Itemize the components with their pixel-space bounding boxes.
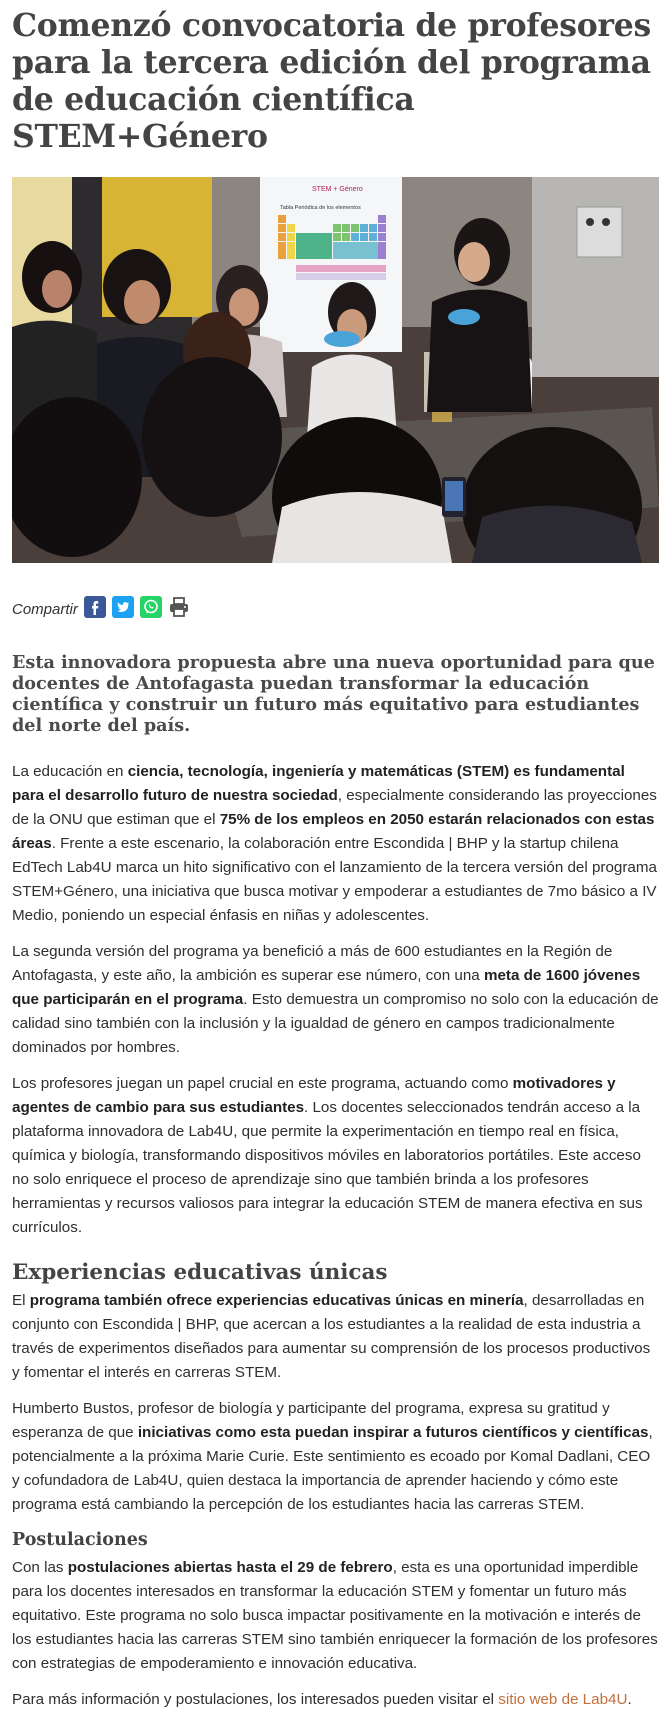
hero-photo-illustration	[12, 177, 659, 563]
paragraph: El programa también ofrece experiencias educativas únicas en minería, desarrolladas en conjunto con Escondida | BHP, que acercan a los estudiantes a la realidad de esta industria a través de experimentos diseñados para aumentar su comprensión de los procesos productivos y fomentar el interés en carreras STEM.	[12, 1292, 651, 1381]
article-lead: Esta innovadora propuesta abre una nueva oportunidad para que docentes de Antofagasta puedan transformar la educación científica y construir un futuro más equitativo para estudiantes del norte del país.	[12, 652, 655, 736]
subsection-heading: Postulaciones	[12, 1530, 148, 1550]
paragraph: Para más información y postulaciones, los interesados pueden visitar el sitio web de Lab4U.	[12, 1691, 632, 1708]
twitter-icon[interactable]	[112, 596, 134, 618]
hero-image	[12, 177, 659, 563]
paragraph: La segunda versión del programa ya benefició a más de 600 estudiantes en la Región de Antofagasta, y este año, la ambición es superar ese número, con una meta de 1600 jóvenes que participarán en el programa. Esto demuestra un compromiso no solo con la educación de calidad sino también con la inclusión y la igualdad de género en campos tradicionalmente dominados por hombres.	[12, 943, 659, 1056]
poster-brand: STEM + Género	[312, 186, 363, 193]
article-body	[12, 760, 660, 1712]
paragraph: La educación en ciencia, tecnología, ingeniería y matemáticas (STEM) es fundamental para el desarrollo futuro de nuestra sociedad, especialmente considerando las proyecciones de la ONU que estiman que el 75% de los empleos en 2050 estarán relacionados con estas áreas. Frente a este escenario, la colaboración entre Escondida | BHP y la startup chilena EdTech Lab4U marca un hito significativo con el lanzamiento de la tercera versión del programa STEM+Género, una iniciativa que busca motivar y empoderar a estudiantes de 7mo básico a IV Medio, poniendo un especial énfasis en niñas y adolescentes.	[12, 763, 657, 924]
section-heading: Experiencias educativas únicas	[12, 1260, 388, 1285]
paragraph: Los profesores juegan un papel crucial en este programa, actuando como motivadores y agentes de cambio para sus estudiantes. Los docentes seleccionados tendrán acceso a la plataforma innovadora de Lab4U, que permite la experimentación en tiempo real en física, química y biología, transformando dispositivos móviles en laboratorios portátiles. Este acceso no solo enriquece el proceso de aprendizaje sino que también brinda a los profesores herramientas y recursos valiosos para integrar la educación STEM de manera efectiva en sus currículos.	[12, 1075, 643, 1236]
lab4u-website-link[interactable]: sitio web de Lab4U	[498, 1691, 628, 1708]
facebook-icon[interactable]	[84, 596, 106, 618]
share-bar	[12, 590, 660, 620]
paragraph: Humberto Bustos, profesor de biología y participante del programa, expresa su gratitud y esperanza de que iniciativas como esta puedan inspirar a futuros científicos y científicas, potencialmente a la próxima Marie Curie. Este sentimiento es ecoado por Komal Dadlani, CEO y cofundadora de Lab4U, quien destaca la importancia de aprender haciendo y cómo este programa está cambiando la percepción de los estudiantes hacia las carreras STEM.	[12, 1400, 653, 1513]
paragraph: Con las postulaciones abiertas hasta el 29 de febrero, esta es una oportunidad imperdible para los docentes interesados en transformar la educación STEM y fomentar un futuro más equitativo. Este programa no solo busca impactar positivamente en la motivación e interés de los estudiantes hacia las carreras STEM sino también enriquecer la formación de los profesores con estrategias de empoderamiento e innovación educativa.	[12, 1559, 658, 1672]
whatsapp-icon[interactable]	[140, 596, 162, 618]
article	[12, 0, 660, 1712]
share-label: Compartir	[12, 600, 78, 618]
poster-caption: Tabla Periódica de los elementos	[280, 205, 361, 211]
article-title: Comenzó convocatoria de profesores para la tercera edición del programa de educación científica STEM+Género	[12, 7, 651, 155]
print-icon[interactable]	[168, 596, 190, 618]
